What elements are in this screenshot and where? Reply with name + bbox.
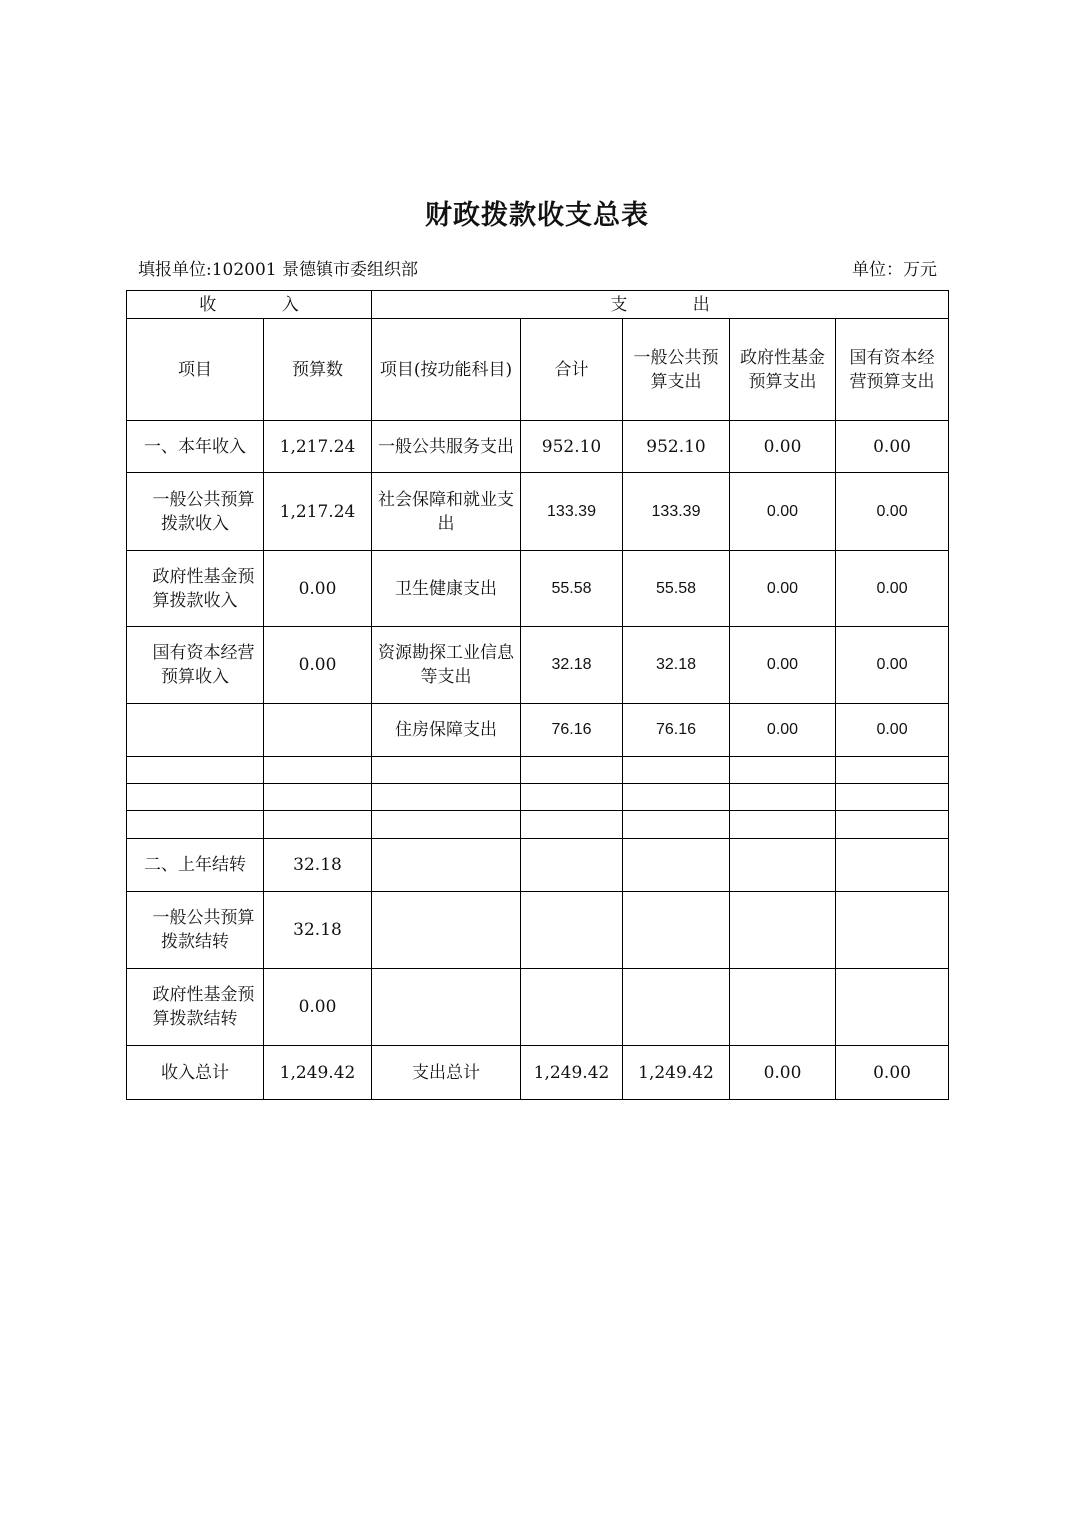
col-func-item: 项目(按功能科目)	[372, 319, 521, 421]
col-state-capital: 国有资本经营预算支出	[836, 319, 949, 421]
row-gov-fund: 0.00	[730, 551, 836, 627]
row-state-capital: 0.00	[836, 704, 949, 757]
table-row	[127, 473, 949, 551]
empty-cell	[521, 811, 623, 839]
empty-cell	[264, 811, 372, 839]
row-total: 1,249.42	[521, 1046, 623, 1100]
table-row	[127, 892, 949, 969]
empty-cell	[836, 892, 949, 969]
empty-cell	[730, 839, 836, 892]
row-budget: 0.00	[264, 627, 372, 704]
row-general: 76.16	[623, 704, 730, 757]
empty-cell	[730, 969, 836, 1046]
row-budget: 0.00	[264, 969, 372, 1046]
row-item: 一、本年收入	[127, 421, 264, 473]
col-total: 合计	[521, 319, 623, 421]
reporting-unit: 填报单位:102001 景德镇市委组织部	[138, 260, 419, 280]
row-budget: 0.00	[264, 551, 372, 627]
row-budget: 32.18	[264, 839, 372, 892]
income-total-label: 收入总计	[127, 1046, 264, 1100]
empty-cell	[264, 784, 372, 811]
row-gov-fund: 0.00	[730, 627, 836, 704]
row-item: 政府性基金预算拨款收入	[127, 551, 264, 627]
row-budget: 32.18	[264, 892, 372, 969]
empty-cell	[730, 811, 836, 839]
row-item: 二、上年结转	[127, 839, 264, 892]
row-budget: 1,217.24	[264, 421, 372, 473]
row-item: 国有资本经营预算收入	[127, 627, 264, 704]
row-exp-item: 住房保障支出	[372, 704, 521, 757]
row-total: 32.18	[521, 627, 623, 704]
row-budget: 1,217.24	[264, 473, 372, 551]
income-total-value: 1,249.42	[264, 1046, 372, 1100]
empty-cell	[127, 757, 264, 784]
row-total: 952.10	[521, 421, 623, 473]
row-state-capital: 0.00	[836, 421, 949, 473]
row-item: 政府性基金预算拨款结转	[127, 969, 264, 1046]
row-general: 952.10	[623, 421, 730, 473]
col-budget: 预算数	[264, 319, 372, 421]
row-state-capital: 0.00	[836, 551, 949, 627]
col-general: 一般公共预算支出	[623, 319, 730, 421]
fiscal-appropriation-table	[126, 290, 949, 1100]
empty-cell	[836, 811, 949, 839]
empty-cell	[836, 969, 949, 1046]
empty-cell	[372, 892, 521, 969]
empty-cell	[372, 811, 521, 839]
empty-cell	[127, 784, 264, 811]
row-exp-item: 卫生健康支出	[372, 551, 521, 627]
table-row	[127, 627, 949, 704]
empty-cell	[372, 757, 521, 784]
empty-cell	[521, 784, 623, 811]
row-gov-fund: 0.00	[730, 473, 836, 551]
table-row	[127, 704, 949, 757]
row-total: 76.16	[521, 704, 623, 757]
income-header: 收 入	[127, 291, 372, 319]
empty-cell	[264, 757, 372, 784]
empty-cell	[623, 784, 730, 811]
row-item: 一般公共预算拨款结转	[127, 892, 264, 969]
col-gov-fund: 政府性基金预算支出	[730, 319, 836, 421]
row-state-capital: 0.00	[836, 1046, 949, 1100]
row-exp-item: 资源勘探工业信息等支出	[372, 627, 521, 704]
empty-row	[127, 757, 949, 784]
empty-cell	[372, 839, 521, 892]
row-general: 55.58	[623, 551, 730, 627]
empty-cell	[836, 839, 949, 892]
table-row	[127, 421, 949, 473]
empty-cell	[836, 784, 949, 811]
row-item: 一般公共预算拨款收入	[127, 473, 264, 551]
totals-row	[127, 1046, 949, 1100]
empty-cell	[730, 784, 836, 811]
table-row	[127, 969, 949, 1046]
row-gov-fund: 0.00	[730, 1046, 836, 1100]
empty-cell	[623, 811, 730, 839]
row-general: 32.18	[623, 627, 730, 704]
empty-cell	[836, 757, 949, 784]
row-exp-item: 一般公共服务支出	[372, 421, 521, 473]
row-budget	[264, 704, 372, 757]
row-general: 1,249.42	[623, 1046, 730, 1100]
row-item	[127, 704, 264, 757]
row-state-capital: 0.00	[836, 473, 949, 551]
empty-cell	[521, 757, 623, 784]
empty-cell	[521, 839, 623, 892]
empty-cell	[623, 969, 730, 1046]
empty-cell	[521, 892, 623, 969]
empty-cell	[372, 784, 521, 811]
empty-row	[127, 784, 949, 811]
row-total: 133.39	[521, 473, 623, 551]
empty-cell	[623, 839, 730, 892]
empty-cell	[521, 969, 623, 1046]
empty-cell	[372, 969, 521, 1046]
empty-cell	[623, 757, 730, 784]
empty-cell	[730, 757, 836, 784]
row-gov-fund: 0.00	[730, 704, 836, 757]
empty-row	[127, 811, 949, 839]
empty-cell	[730, 892, 836, 969]
table-row	[127, 551, 949, 627]
money-unit: 单位：万元	[852, 260, 937, 280]
col-item: 项目	[127, 319, 264, 421]
expense-header: 支 出	[372, 291, 949, 319]
row-general: 133.39	[623, 473, 730, 551]
row-state-capital: 0.00	[836, 627, 949, 704]
row-gov-fund: 0.00	[730, 421, 836, 473]
empty-cell	[623, 892, 730, 969]
row-total: 55.58	[521, 551, 623, 627]
row-exp-item: 社会保障和就业支出	[372, 473, 521, 551]
expense-total-label: 支出总计	[372, 1046, 521, 1100]
page-title: 财政拨款收支总表	[425, 200, 649, 231]
empty-cell	[127, 811, 264, 839]
table-row	[127, 839, 949, 892]
